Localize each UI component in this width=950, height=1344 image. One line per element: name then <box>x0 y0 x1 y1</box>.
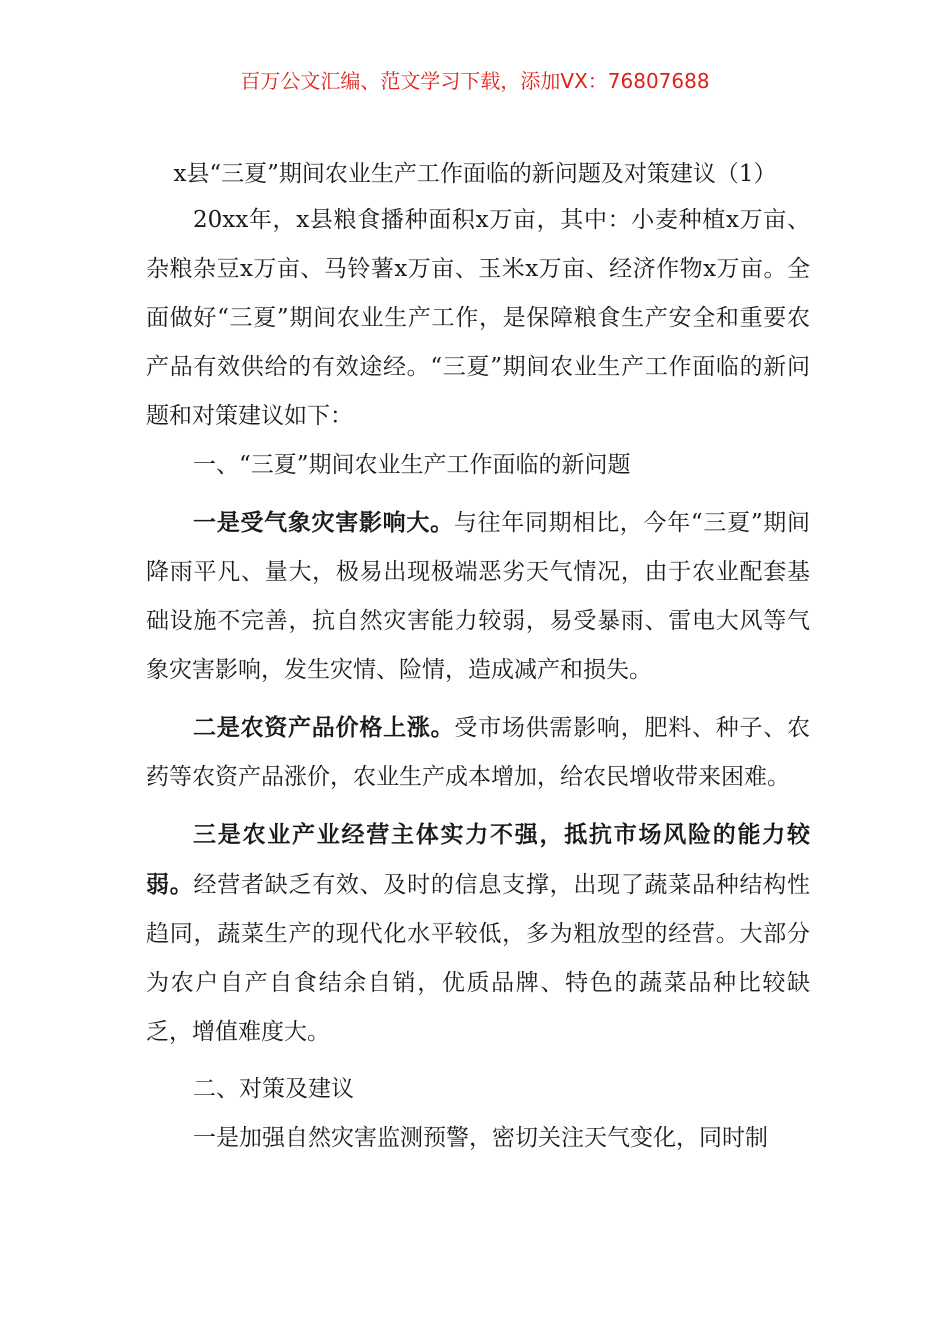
problem-2-text: 受市场供需影响，肥料、种子、农药等农资产品涨价，农业生产成本增加，给农民增收带来困难。 <box>146 715 811 790</box>
problem-3-lead: 三是农业产业经营主体实力不强，抵抗市场风险的能力较弱。 <box>146 821 810 898</box>
header-banner: 百万公文汇编、范文学习下载，添加VX：76807688 <box>240 69 710 93</box>
measure-paragraph-1: 一是加强自然灾害监测预警，密切关注天气变化，同时制 <box>193 1125 768 1151</box>
document-body <box>146 196 810 1163</box>
problem-paragraph-1 <box>146 498 810 695</box>
problem-3-text: 经营者缺乏有效、及时的信息支撑，出现了蔬菜品种结构性趋同，蔬菜生产的现代化水平较低，多为粗放型的经营。大部分为农户自产自食结余自销，优质品牌、特色的蔬菜品种比较缺乏，增值难度大。 <box>146 872 811 1045</box>
problem-paragraph-2 <box>146 703 810 802</box>
document-title: x县“三夏”期间农业生产工作面临的新问题及对策建议（1） <box>173 161 777 187</box>
problem-1-lead: 一是受气象灾害影响大。 <box>193 509 454 536</box>
intro-paragraph: 20xx年，x县粮食播种面积x万亩，其中：小麦种植x万亩、杂粮杂豆x万亩、马铃薯x万亩、玉米x万亩、经济作物x万亩。全面做好“三夏”期间农业生产工作，是保障粮食生产安全和重要农产品有效供给的有效途经。“三夏”期间农业生产工作面临的新问题和对策建议如下： <box>146 207 810 429</box>
section-heading-problems: 一、“三夏”期间农业生产工作面临的新问题 <box>193 452 631 478</box>
problem-1-text: 与往年同期相比，今年“三夏”期间降雨平凡、量大，极易出现极端恶劣天气情况，由于农业配套基础设施不完善，抗自然灾害能力较弱，易受暴雨、雷电大风等气象灾害影响，发生灾情、险情，造成减产和损失。 <box>146 510 810 683</box>
section-heading-measures: 二、对策及建议 <box>193 1076 354 1102</box>
problem-2-lead: 二是农资产品价格上涨。 <box>193 714 455 741</box>
problem-paragraph-3 <box>146 810 810 1057</box>
